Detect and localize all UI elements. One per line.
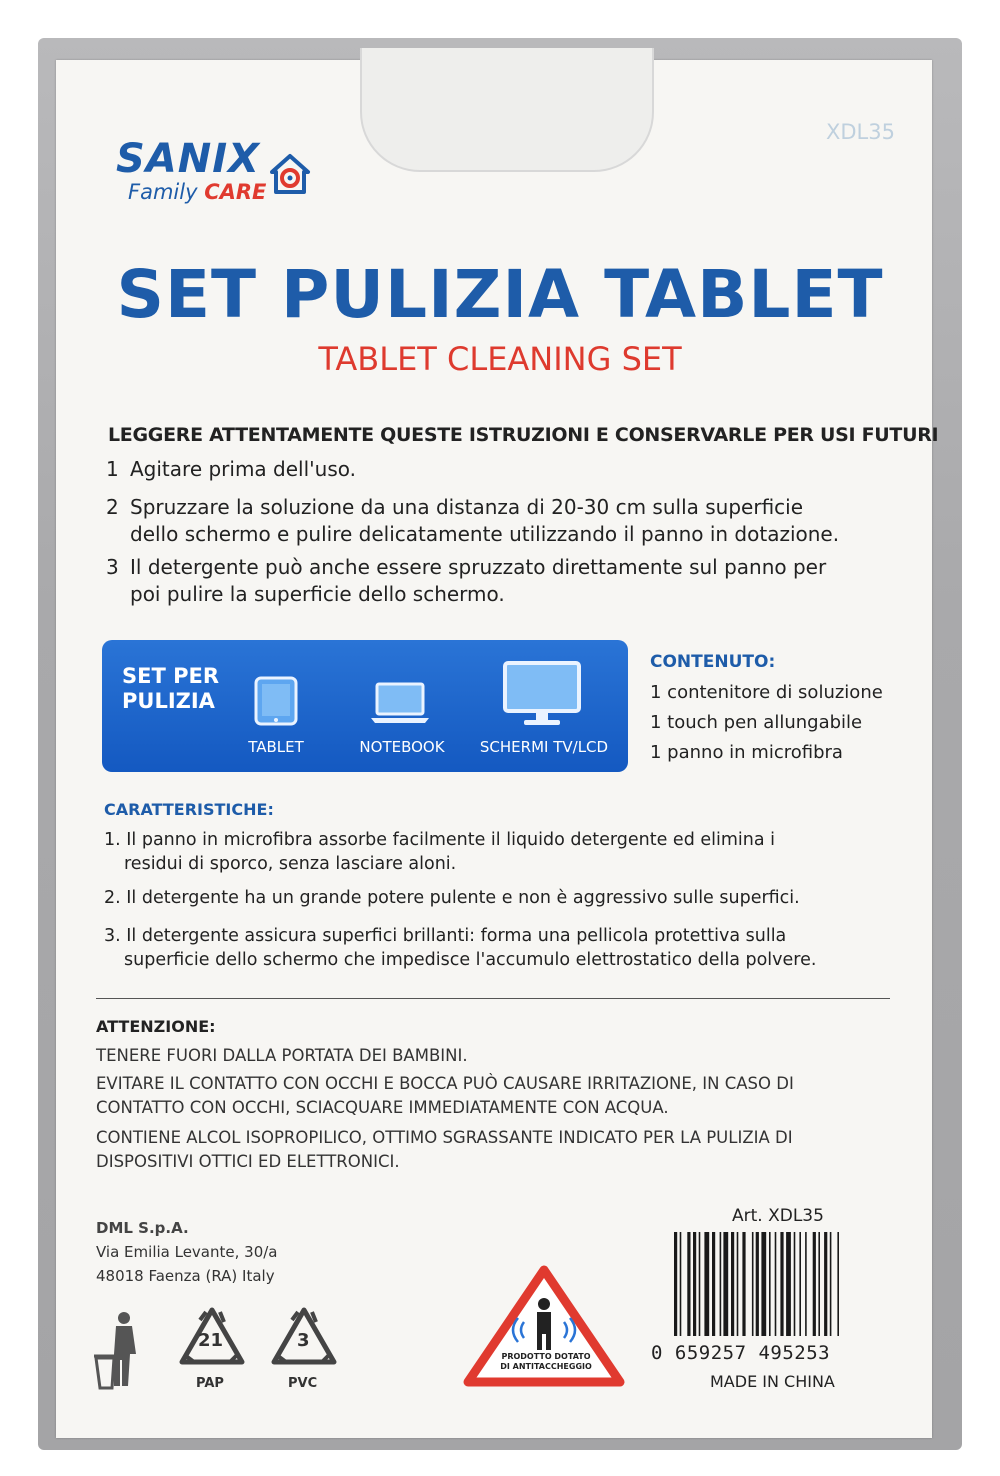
company-city: 48018 Faenza (RA) Italy [96, 1267, 275, 1285]
barcode-bar [731, 1232, 734, 1336]
barcode-number: 0 659257 495253 [651, 1342, 831, 1364]
feature-item [104, 924, 904, 972]
instruction-step [106, 554, 906, 608]
warning-line: TENERE FUORI DALLA PORTATA DEI BAMBINI. [96, 1046, 468, 1065]
barcode-bar [687, 1232, 690, 1336]
usage-label [122, 664, 219, 714]
product-subtitle: TABLET CLEANING SET [318, 340, 682, 378]
recycle-pap-number: 21 [198, 1330, 224, 1351]
barcode-bar [769, 1232, 771, 1336]
step-text: Il detergente può anche essere spruzzato direttamente sul panno per [130, 555, 827, 579]
warning-line: EVITARE IL CONTATTO CON OCCHI E BOCCA PUÒ CAUSARE IRRITAZIONE, IN CASO DI [96, 1074, 794, 1093]
barcode-bar [674, 1232, 677, 1336]
hang-hole [360, 48, 654, 172]
step-text-cont: poi pulire la superficie dello schermo. [130, 582, 505, 606]
feature-text: 1. Il panno in microfibra assorbe facilmente il liquido detergente ed elimina i [104, 830, 776, 850]
step-text: Spruzzare la soluzione da una distanza di 20-30 cm sulla superficie [130, 495, 804, 519]
antitheft-line: DI ANTITACCHEGGIO [500, 1362, 592, 1371]
feature-item [104, 828, 904, 876]
barcode-bar [693, 1232, 696, 1336]
usage-label-line: SET PER [122, 664, 220, 688]
warning-line: CONTIENE ALCOL ISOPROPILICO, OTTIMO SGRASSANTE INDICATO PER LA PULIZIA DI [96, 1128, 793, 1147]
step-text: Agitare prima dell'uso. [130, 457, 356, 481]
feature-item [104, 886, 904, 910]
contents-item: 1 touch pen allungabile [650, 712, 863, 733]
monitor-icon [502, 660, 582, 728]
feature-text-cont: residui di sporco, senza lasciare aloni. [124, 854, 457, 874]
feature-text-cont: superficie dello schermo che impedisce l'accumulo elettrostatico della polvere. [124, 950, 817, 970]
instruction-step [106, 456, 906, 483]
step-text-cont: dello schermo e pulire delicatamente utilizzando il panno in dotazione. [130, 522, 840, 546]
barcode-bar [775, 1232, 777, 1336]
divider [96, 998, 890, 999]
barcode-bar [780, 1232, 783, 1336]
barcode-bar [805, 1232, 807, 1336]
usage-label-line: PULIZIA [122, 689, 215, 713]
product-title: SET PULIZIA TABLET [116, 256, 884, 333]
warning-line: CONTATTO CON OCCHI, SCIACQUARE IMMEDIATAMENTE CON ACQUA. [96, 1098, 669, 1117]
barcode-bar [794, 1232, 796, 1336]
notebook-icon [370, 682, 430, 724]
barcode-bar [752, 1232, 754, 1336]
barcode-bar [830, 1232, 832, 1336]
warning-heading: ATTENZIONE: [96, 1017, 216, 1036]
country-of-origin: MADE IN CHINA [710, 1372, 835, 1391]
barcode-bar [799, 1232, 801, 1336]
instruction-step [106, 494, 906, 548]
barcode-bar [813, 1232, 816, 1336]
company-info [96, 1216, 278, 1288]
brand-subline [128, 180, 266, 204]
step-number: 1 [106, 457, 119, 481]
device-label-screens: SCHERMI TV/LCD [479, 738, 609, 756]
antitheft-line: PRODOTTO DOTATO [501, 1352, 591, 1361]
brand-name: SANIX [116, 136, 260, 182]
waste-bin-icon [92, 1310, 148, 1390]
contents-item: 1 contenitore di soluzione [650, 682, 883, 703]
antitheft-text [476, 1352, 616, 1372]
step-number: 3 [106, 555, 119, 579]
barcode-bar [786, 1232, 791, 1336]
device-label-notebook: NOTEBOOK [359, 738, 445, 756]
barcode-bar [699, 1232, 701, 1336]
barcode-bar [723, 1232, 728, 1336]
barcode-bar [837, 1232, 839, 1336]
brand-logo [112, 136, 312, 206]
art-code-small: XDL35 [826, 120, 895, 144]
barcode-bar [818, 1232, 820, 1336]
recycle-pvc-number: 3 [297, 1330, 310, 1351]
barcode-bar [680, 1232, 682, 1336]
instructions-heading: LEGGERE ATTENTAMENTE QUESTE ISTRUZIONI E CONSERVARLE PER USI FUTURI [108, 424, 939, 446]
barcode-bar [824, 1232, 827, 1336]
barcode-bar [756, 1232, 759, 1336]
barcode-bar [712, 1232, 715, 1336]
feature-text: 3. Il detergente assicura superfici brillanti: forma una pellicola protettiva sulla [104, 926, 787, 946]
usage-box [102, 640, 628, 772]
barcode-bar [737, 1232, 739, 1336]
art-number: Art. XDL35 [732, 1206, 824, 1226]
company-name: DML S.p.A. [96, 1219, 189, 1237]
tablet-icon [254, 676, 298, 726]
barcode-bar [704, 1232, 709, 1336]
barcode-bar [761, 1232, 766, 1336]
brand-family: Family [128, 180, 198, 204]
step-number: 2 [106, 495, 119, 519]
recycle-pvc-label: PVC [288, 1376, 318, 1391]
contents-item: 1 panno in microfibra [650, 742, 843, 763]
warning-line: DISPOSITIVI OTTICI ED ELETTRONICI. [96, 1152, 400, 1171]
barcode-bar [742, 1232, 745, 1336]
house-icon [268, 152, 312, 196]
features-heading: CARATTERISTICHE: [104, 800, 274, 819]
barcode [672, 1232, 876, 1338]
barcode-bar [720, 1232, 722, 1336]
device-label-tablet: TABLET [248, 738, 304, 756]
recycle-pap-label: PAP [196, 1376, 224, 1391]
contents-heading: CONTENUTO: [650, 652, 776, 672]
company-address: Via Emilia Levante, 30/a [96, 1243, 278, 1261]
feature-text: 2. Il detergente ha un grande potere pulente e non è aggressivo sulle superfici. [104, 888, 800, 908]
brand-care: CARE [204, 180, 267, 204]
